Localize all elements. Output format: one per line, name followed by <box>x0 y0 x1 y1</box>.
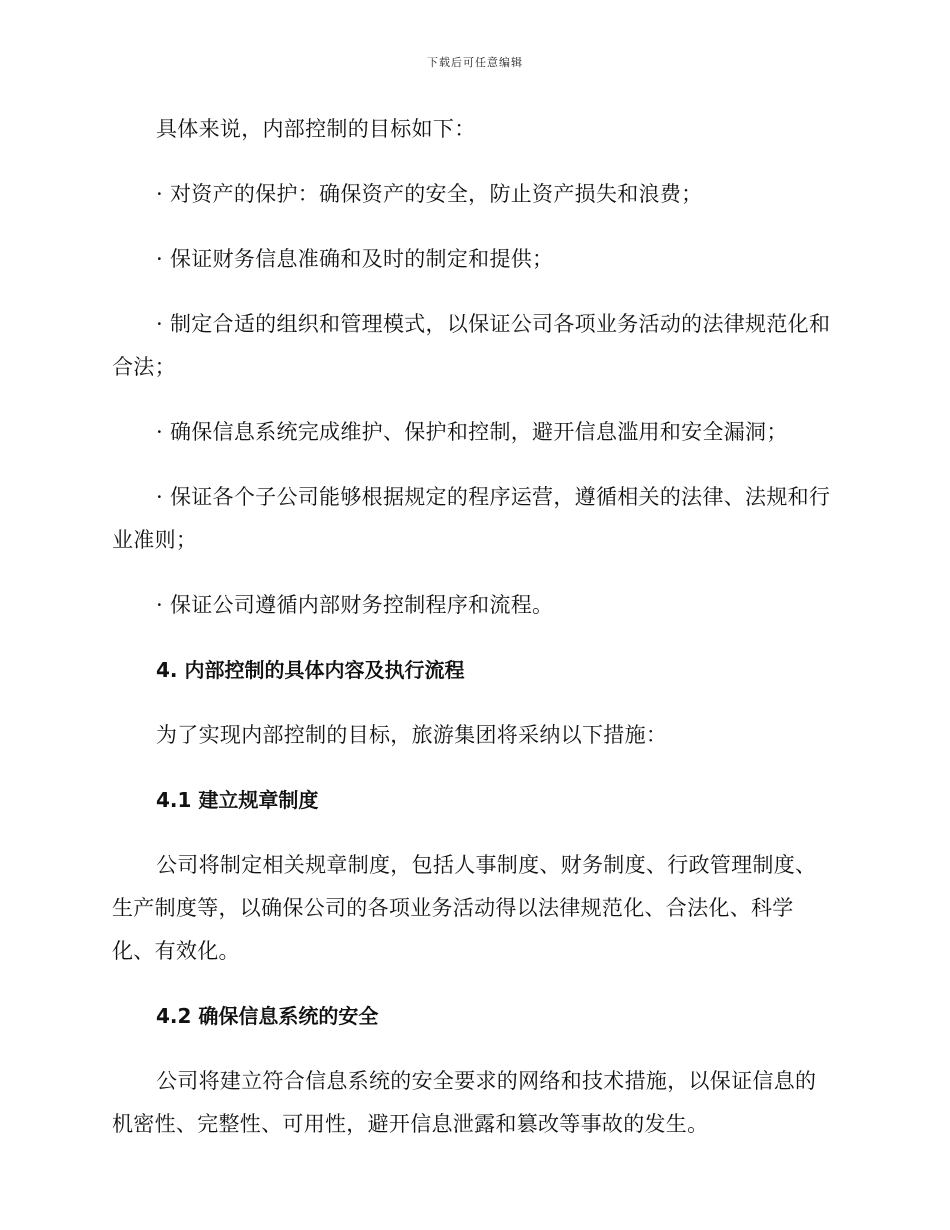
section-4-1-paragraph: 公司将制定相关规章制度，包括人事制度、财务制度、行政管理制度、生产制度等，以确保公司的各项业务活动得以法律规范化、合法化、科学化、有效化。 <box>112 853 817 963</box>
section-4-2-paragraph: 公司将建立符合信息系统的安全要求的网络和技术措施，以保证信息的机密性、完整性、可用性，避开信息泄露和篡改等事故的发生。 <box>112 1069 817 1136</box>
goal-item: · 制定合适的组织和管理模式，以保证公司各项业务活动的法律规范化和合法； <box>112 312 831 379</box>
page-header: 下载后可任意编辑 <box>427 56 523 69</box>
document-body <box>112 108 834 1168</box>
section-4-2-heading: 4.2 确保信息系统的安全 <box>156 1004 379 1028</box>
goal-item: · 保证财务信息准确和及时的制定和提供； <box>156 247 554 271</box>
goal-item: · 保证公司遵循内部财务控制程序和流程。 <box>156 593 554 617</box>
goal-item: · 保证各个子公司能够根据规定的程序运营，遵循相关的法律、法规和行业准则； <box>112 485 831 552</box>
section-4-intro: 为了实现内部控制的目标，旅游集团将采纳以下措施： <box>156 723 668 747</box>
section-4-1-heading: 4.1 建立规章制度 <box>156 788 319 812</box>
goal-item: · 确保信息系统完成维护、保护和控制，避开信息滥用和安全漏洞； <box>156 420 788 444</box>
intro-paragraph: 具体来说，内部控制的目标如下： <box>156 117 476 141</box>
section-4-heading: 4. 内部控制的具体内容及执行流程 <box>156 658 465 682</box>
goal-item: · 对资产的保护：确保资产的安全，防止资产损失和浪费； <box>156 182 703 206</box>
